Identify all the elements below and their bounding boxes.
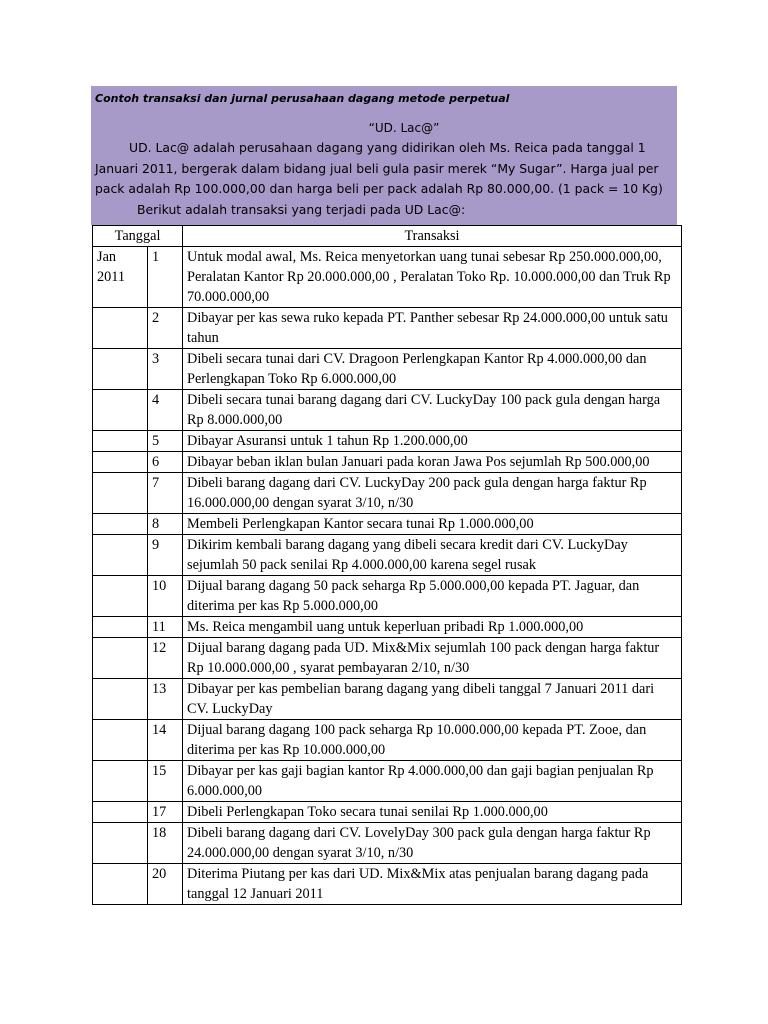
day-cell: 6 <box>148 452 183 473</box>
month-cell-empty <box>93 452 148 473</box>
transaction-cell: Dijual barang dagang 100 pack seharga Rp 10.000.000,00 kepada PT. Zooe, dan diterima per kas Rp 10.000.000,00 <box>183 720 682 761</box>
month-cell-empty <box>93 390 148 431</box>
month-cell: Jan 2011 <box>93 247 148 308</box>
month-cell-empty <box>93 431 148 452</box>
table-row <box>93 349 682 390</box>
transaction-cell: Diterima Piutang per kas dari UD. Mix&Mix atas penjualan barang dagang pada tanggal 12 Januari 2011 <box>183 864 682 905</box>
table-row <box>93 761 682 802</box>
table-header-row <box>93 226 682 247</box>
transaction-cell: Membeli Perlengkapan Kantor secara tunai Rp 1.000.000,00 <box>183 514 682 535</box>
day-cell: 17 <box>148 802 183 823</box>
table-row <box>93 390 682 431</box>
transaction-cell: Dibeli secara tunai dari CV. Dragoon Perlengkapan Kantor Rp 4.000.000,00 dan Perlengkapan Toko Rp 6.000.000,00 <box>183 349 682 390</box>
day-cell: 13 <box>148 679 183 720</box>
table-row <box>93 720 682 761</box>
transaction-cell: Dibayar per kas gaji bagian kantor Rp 4.000.000,00 dan gaji bagian penjualan Rp 6.000.000,00 <box>183 761 682 802</box>
transaction-cell: Dikirim kembali barang dagang yang dibeli secara kredit dari CV. LuckyDay sejumlah 50 pack senilai Rp 4.000.000,00 karena segel rusak <box>183 535 682 576</box>
transaction-cell: Dibayar beban iklan bulan Januari pada koran Jawa Pos sejumlah Rp 500.000,00 <box>183 452 682 473</box>
table-row <box>93 802 682 823</box>
transaction-cell: Dibayar per kas pembelian barang dagang yang dibeli tanggal 7 Januari 2011 dari CV. LuckyDay <box>183 679 682 720</box>
intro-text: Berikut adalah transaksi yang terjadi pada UD Lac@: <box>137 201 466 217</box>
company-name: “UD. Lac@” <box>368 121 440 135</box>
table-row <box>93 247 682 308</box>
month-cell-empty <box>93 679 148 720</box>
header-box <box>91 86 677 225</box>
table-row <box>93 452 682 473</box>
day-cell: 9 <box>148 535 183 576</box>
transaction-cell: Untuk modal awal, Ms. Reica menyetorkan uang tunai sebesar Rp 250.000.000,00, Peralatan Kantor Rp 20.000.000,00 , Peralatan Toko Rp. 10.000.000,00 dan Truk Rp 70.000.000,00 <box>183 247 682 308</box>
month-cell-empty <box>93 514 148 535</box>
table-row <box>93 823 682 864</box>
table-row <box>93 308 682 349</box>
month-cell-empty <box>93 761 148 802</box>
month-cell-empty <box>93 823 148 864</box>
transaction-cell: Dibeli barang dagang dari CV. LovelyDay 300 pack gula dengan harga faktur Rp 24.000.000,00 dengan syarat 3/10, n/30 <box>183 823 682 864</box>
day-cell: 15 <box>148 761 183 802</box>
day-cell: 5 <box>148 431 183 452</box>
month-cell-empty <box>93 535 148 576</box>
table-body <box>93 247 682 905</box>
day-cell: 12 <box>148 638 183 679</box>
transaction-cell: Dijual barang dagang pada UD. Mix&Mix sejumlah 100 pack dengan harga faktur Rp 10.000.000,00 , syarat pembayaran 2/10, n/30 <box>183 638 682 679</box>
transaction-cell: Dijual barang dagang 50 pack seharga Rp 5.000.000,00 kepada PT. Jaguar, dan diterima per kas Rp 5.000.000,00 <box>183 576 682 617</box>
month-cell-empty <box>93 308 148 349</box>
day-cell: 4 <box>148 390 183 431</box>
table-row <box>93 576 682 617</box>
day-cell: 10 <box>148 576 183 617</box>
month-cell-empty <box>93 864 148 905</box>
month-cell-empty <box>93 349 148 390</box>
transaction-cell: Dibeli barang dagang dari CV. LuckyDay 200 pack gula dengan harga faktur Rp 16.000.000,00 dengan syarat 3/10, n/30 <box>183 473 682 514</box>
transaction-cell: Dibayar Asuransi untuk 1 tahun Rp 1.200.000,00 <box>183 431 682 452</box>
month-cell-empty <box>93 638 148 679</box>
company-description: UD. Lac@ adalah perusahaan dagang yang didirikan oleh Ms. Reica pada tanggal 1 Januari 2011, bergerak dalam bidang jual beli gula pasir merek “My Sugar”. Harga jual per pack adalah Rp 100.000,00 dan harga beli per pack adalah Rp 80.000,00. (1 pack = 10 Kg) <box>95 140 663 196</box>
month-cell-empty <box>93 473 148 514</box>
transaction-table <box>92 225 682 905</box>
table-row <box>93 638 682 679</box>
header-date: Tanggal <box>93 226 183 247</box>
day-cell: 8 <box>148 514 183 535</box>
header-transaction: Transaksi <box>183 226 682 247</box>
transaction-cell: Ms. Reica mengambil uang untuk keperluan pribadi Rp 1.000.000,00 <box>183 617 682 638</box>
table-row <box>93 535 682 576</box>
month-cell-empty <box>93 802 148 823</box>
day-cell: 11 <box>148 617 183 638</box>
transaction-cell: Dibayar per kas sewa ruko kepada PT. Panther sebesar Rp 24.000.000,00 untuk satu tahun <box>183 308 682 349</box>
day-cell: 2 <box>148 308 183 349</box>
day-cell: 20 <box>148 864 183 905</box>
day-cell: 14 <box>148 720 183 761</box>
table-row <box>93 514 682 535</box>
day-cell: 3 <box>148 349 183 390</box>
month-cell-empty <box>93 576 148 617</box>
month-cell-empty <box>93 720 148 761</box>
day-cell: 1 <box>148 247 183 308</box>
table-row <box>93 473 682 514</box>
month-cell-empty <box>93 617 148 638</box>
table-row <box>93 864 682 905</box>
document-title: Contoh transaksi dan jurnal perusahaan dagang metode perpetual <box>95 92 510 105</box>
table-row <box>93 431 682 452</box>
table-row <box>93 679 682 720</box>
transaction-cell: Dibeli secara tunai barang dagang dari CV. LuckyDay 100 pack gula dengan harga Rp 8.000.000,00 <box>183 390 682 431</box>
table-row <box>93 617 682 638</box>
day-cell: 18 <box>148 823 183 864</box>
transaction-cell: Dibeli Perlengkapan Toko secara tunai senilai Rp 1.000.000,00 <box>183 802 682 823</box>
day-cell: 7 <box>148 473 183 514</box>
